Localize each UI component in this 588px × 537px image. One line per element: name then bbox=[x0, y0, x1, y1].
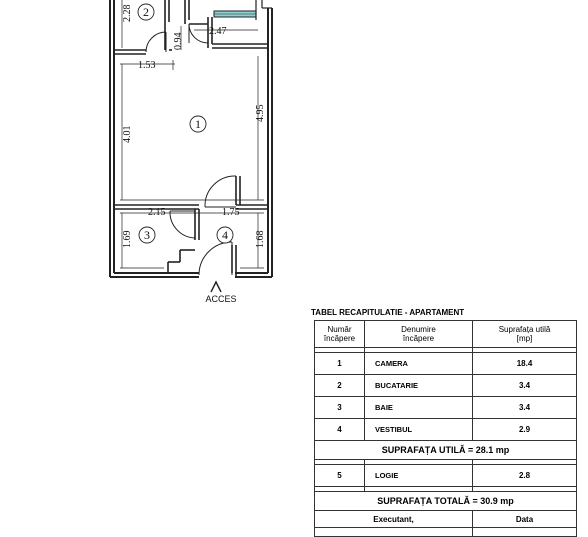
room-number-1: 1 bbox=[195, 117, 201, 131]
table-row-logia: 5 LOGIE 2.8 bbox=[315, 465, 577, 487]
dimension-lines bbox=[120, 0, 264, 268]
dim-label-4-01: 4.01 bbox=[122, 125, 133, 143]
blank-row bbox=[315, 528, 577, 537]
total-area-row: SUPRAFAȚA TOTALĂ = 30.9 mp bbox=[315, 492, 577, 511]
dim-label-1-68: 1.68 bbox=[255, 230, 266, 248]
door-room-1 bbox=[205, 176, 236, 207]
access-label: ACCES bbox=[205, 294, 237, 304]
dim-label-2-28: 2.28 bbox=[122, 4, 133, 22]
dim-label-1-53: 1.53 bbox=[138, 60, 156, 71]
interior-walls bbox=[114, 0, 268, 277]
access-arrow-icon bbox=[211, 282, 221, 292]
dim-label-2-15: 2.15 bbox=[148, 207, 166, 218]
door-corridor bbox=[189, 24, 208, 43]
room-number-3: 3 bbox=[144, 228, 150, 242]
door-entrance bbox=[199, 242, 232, 275]
table-row: 3 BAIE 3.4 bbox=[315, 397, 577, 419]
room-number-4: 4 bbox=[222, 228, 228, 242]
floor-plan bbox=[0, 0, 300, 310]
header-name: Denumire încăpere bbox=[365, 321, 473, 348]
summary-table bbox=[314, 320, 577, 537]
summary-table-section bbox=[311, 306, 579, 537]
dim-label-4-95: 4.95 bbox=[255, 104, 266, 122]
window-strip bbox=[214, 0, 272, 20]
exterior-walls bbox=[110, 0, 272, 277]
executant-row: Executant, Data bbox=[315, 511, 577, 528]
header-area: Suprafața utilă [mp] bbox=[473, 321, 577, 348]
dim-label-1-75: 1.75 bbox=[222, 207, 240, 218]
useful-area-row: SUPRAFAȚA UTILĂ = 28.1 mp bbox=[315, 441, 577, 460]
dim-label-0-94: 0.94 bbox=[173, 32, 184, 50]
dim-label-1-69: 1.69 bbox=[122, 230, 133, 248]
dim-label-2-47: 2.47 bbox=[209, 26, 227, 37]
table-title: TABEL RECAPITULATIE - APARTAMENT bbox=[311, 308, 465, 317]
door-bath bbox=[170, 211, 195, 238]
table-row: 4 VESTIBUL 2.9 bbox=[315, 419, 577, 441]
table-row: 2 BUCATARIE 3.4 bbox=[315, 375, 577, 397]
room-number-2: 2 bbox=[143, 5, 149, 19]
table-header-row bbox=[315, 321, 577, 348]
header-number: Număr încăpere bbox=[315, 321, 365, 348]
door-room-2 bbox=[146, 32, 166, 52]
table-row: 1 CAMERA 18.4 bbox=[315, 353, 577, 375]
